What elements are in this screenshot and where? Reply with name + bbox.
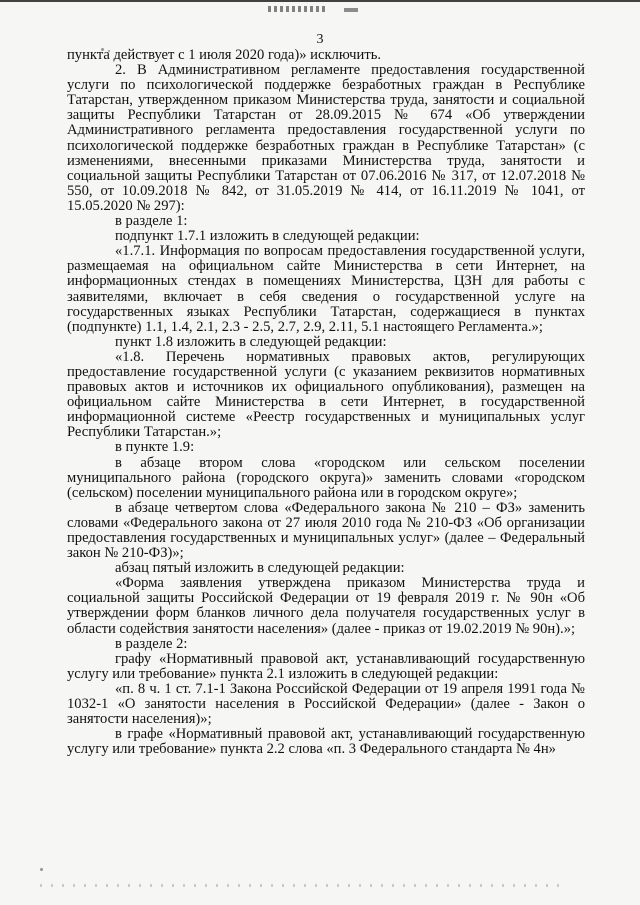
- scan-speck: [40, 868, 43, 871]
- paragraph: «1.7.1. Информация по вопросам предоставления государственной услуги, размещаемая на официальном сайте Министерства в сети Интернет, на информационных стендах в помещениях Министерства, ЦЗН для работы с заявителями, включает в себя сведения о государственной услуге на государственных языках Республики Татарстан, содержащиеся в пунктах (подпункте) 1.1, 1.4, 2.1, 2.3 - 2.5, 2.7, 2.9, 2.11, 5.1 настоящего Регламента.»;: [67, 243, 585, 335]
- paragraph: в разделе 2:: [115, 635, 188, 652]
- paragraph: «п. 8 ч. 1 ст. 7.1-1 Закона Российской Федерации от 19 апреля 1991 года № 1032-1 «О занятости населения в Российской Федерации» (далее - Закон о занятости населения)»;: [67, 680, 585, 728]
- page-number: 3: [316, 32, 324, 47]
- paragraph: в пункте 1.9:: [115, 439, 195, 456]
- scan-artifact: [344, 8, 358, 12]
- paragraph: «Форма заявления утверждена приказом Министерства труда и социальной защиты Российской Федерации от 19 февраля 2019 г. № 90н «Об утверждении форм бланков личного дела получателя государственных услуг в области содействия занятости населения» (далее - приказ от 19.02.2019 № 90н).»;: [67, 575, 585, 637]
- paragraph: пункт 1.8 изложить в следующей редакции:: [115, 333, 387, 350]
- paragraph: в абзаце втором слова «городском или сельском поселении муниципального района (городского округа)» заменить словами «городском (сельском) поселении муниципального района или в городском округе»;: [67, 454, 585, 501]
- paragraph: в абзаце четвертом слова «Федерального закона № 210 – ФЗ» заменить словами «Федерального закона от 27 июля 2010 года № 210-ФЗ «Об организации предоставления государственных и муниципальных услуг» (далее – Федеральный закон № 210-ФЗ)»;: [67, 499, 585, 562]
- paragraph: в разделе 1:: [115, 213, 188, 230]
- document-body: [67, 48, 585, 757]
- paragraph: абзац пятый изложить в следующей редакции:: [115, 560, 405, 577]
- paragraph: подпункт 1.7.1 изложить в следующей редакции:: [115, 228, 420, 245]
- scan-artifact: [268, 6, 328, 12]
- paragraph: 2. В Административном регламенте предоставления государственной услуги по психологической поддержке безработных граждан в Республике Татарстан, утвержденном приказом Министерства труда, занятости и социальной защиты Республики Татарстан от 28.09.2015 № 674 «Об утверждении Административного регламента предоставления государственной услуги по психологической поддержке безработных граждан в Республике Татарстан» (с изменениями, внесенными приказами Министерства труда, занятости и социальной защиты Республики Татарстан от 07.06.2016 № 317, от 12.07.2018 № 550, от 10.09.2018 № 842, от 31.05.2019 № 414, от 16.11.2019 № 1041, от 15.05.2020 № 297):: [67, 62, 585, 214]
- paragraph: в графе «Нормативный правовой акт, устанавливающий государственную услугу или требование» пункта 2.2 слова «п. 3 Федерального стандарта № 4н»: [67, 726, 585, 758]
- paragraph: графу «Нормативный правовой акт, устанавливающий государственную услугу или требование» пункта 2.1 изложить в следующей редакции:: [67, 650, 585, 682]
- paragraph: пункта действует с 1 июля 2020 года)» исключить.: [67, 47, 382, 63]
- scan-artifact: [40, 884, 560, 887]
- paragraph: «1.8. Перечень нормативных правовых актов, регулирующих предоставление государственной услуги (с указанием реквизитов нормативных правовых актов и источников их официального опубликования), размещен на официальном сайте Министерства в сети Интернет, в государственной информационной системе «Реестр государственных и муниципальных услуг Республики Татарстан.»;: [67, 348, 585, 441]
